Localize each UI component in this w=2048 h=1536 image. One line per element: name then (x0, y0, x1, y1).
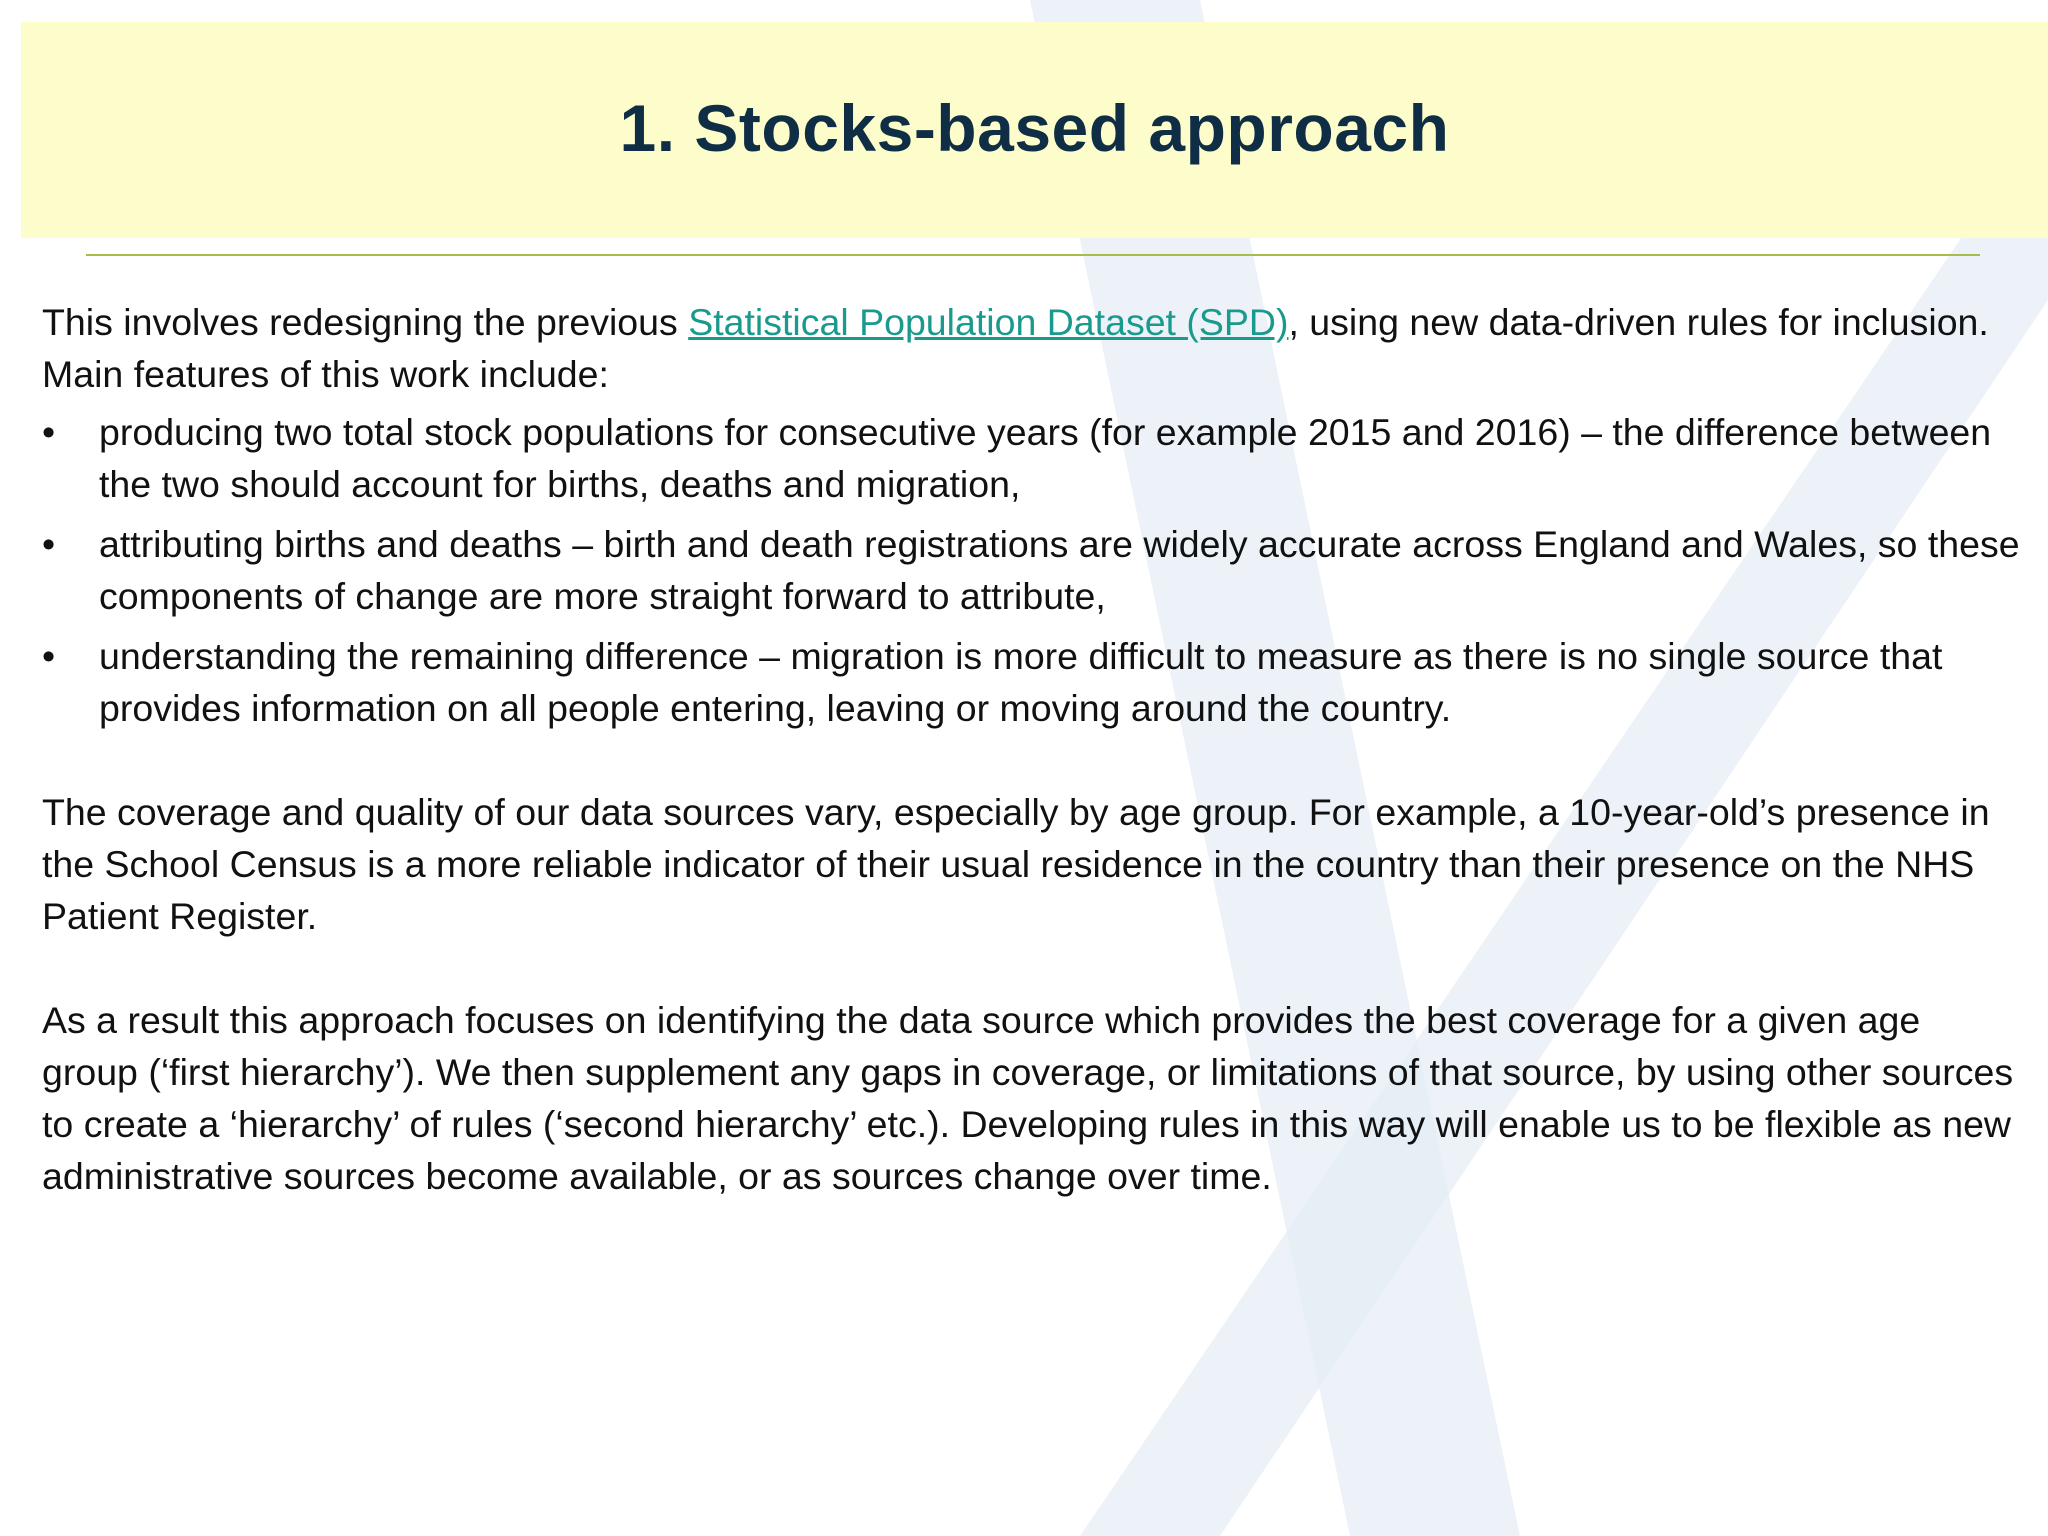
page-title: 1. Stocks-based approach (619, 91, 1450, 165)
feature-list (42, 406, 2022, 734)
spd-link[interactable]: Statistical Population Dataset (SPD) (688, 301, 1289, 343)
result-paragraph: As a result this approach focuses on identifying the data source which provides the best coverage for a given age group (‘first hierarchy’). We then supplement any gaps in coverage, or limitations of that source, by using other sources to create a ‘hierarchy’ of rules (‘second hierarchy’ etc.). Developing rules in this way will enable us to be flexible as new administrative sources become available, or as sources change over time. (42, 999, 2014, 1197)
bullet-marker: • (42, 635, 56, 677)
title-divider (86, 254, 1980, 256)
title-band (21, 22, 2048, 238)
intro-paragraph (42, 296, 2022, 400)
coverage-paragraph: The coverage and quality of our data sources vary, especially by age group. For example, a 10-year-old’s presence in the School Census is a more reliable indicator of their usual residence in the country than their presence on the NHS Patient Register. (42, 791, 1990, 937)
bullet-marker: • (42, 523, 56, 565)
bullet-marker: • (42, 411, 56, 453)
list-item (42, 406, 2022, 510)
intro-text-after: , using new data-driven rules for inclusion. Main features of this work include: (42, 301, 1989, 395)
slide-body (42, 296, 2022, 1202)
list-item-text: producing two total stock populations for consecutive years (for example 2015 and 2016) – the difference between the two should account for births, deaths and migration, (99, 411, 1992, 505)
intro-text-before: This involves redesigning the previous (42, 301, 689, 343)
list-item-text: understanding the remaining difference – migration is more difficult to measure as there is no single source that provides information on all people entering, leaving or moving around the country. (99, 635, 1943, 729)
list-item (42, 630, 2022, 734)
list-item (42, 518, 2022, 622)
list-item-text: attributing births and deaths – birth and death registrations are widely accurate across England and Wales, so these components of change are more straight forward to attribute, (99, 523, 2020, 617)
